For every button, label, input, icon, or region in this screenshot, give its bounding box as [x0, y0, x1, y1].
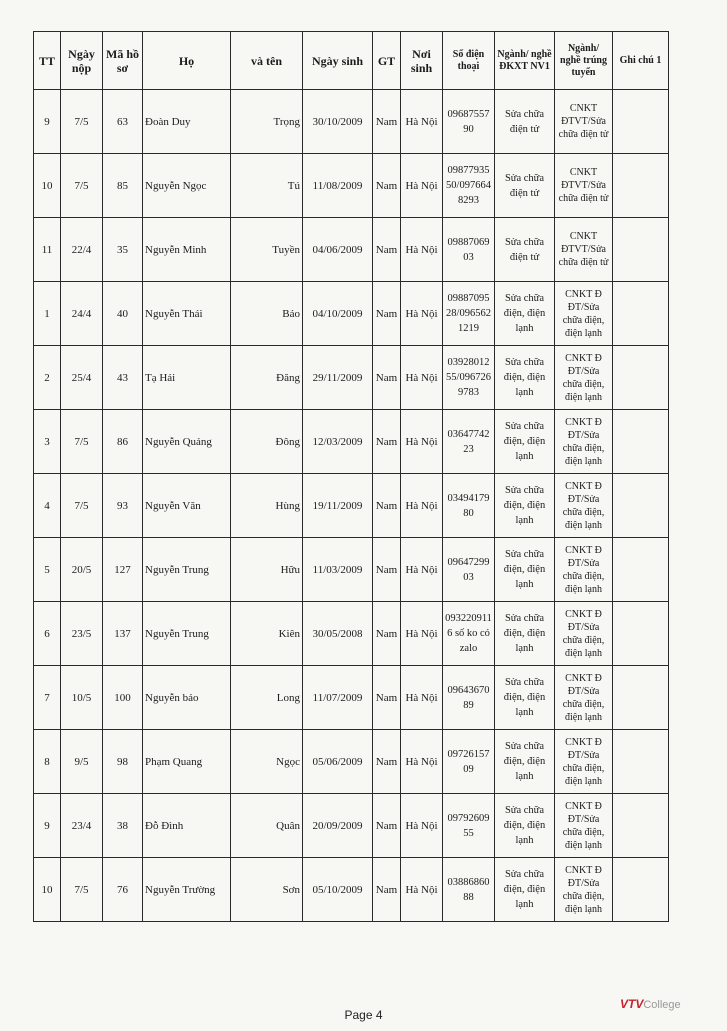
cell-so-dien-thoai: 0392801255/0967269783 [443, 346, 495, 410]
cell-nganh-trung-tuyen: CNKT ĐTVT/Sửa chữa điện tử [555, 218, 613, 282]
cell-ho: Nguyễn Quảng [143, 410, 231, 474]
cell-ten: Trọng [231, 90, 303, 154]
cell-ghi-chu [613, 90, 669, 154]
cell-tt: 8 [34, 730, 61, 794]
cell-ten: Tuyền [231, 218, 303, 282]
cell-gt: Nam [373, 410, 401, 474]
cell-tt: 1 [34, 282, 61, 346]
cell-ten: Long [231, 666, 303, 730]
cell-nganh-trung-tuyen: CNKT Đ ĐT/Sửa chữa điện, điện lạnh [555, 858, 613, 922]
cell-noi-sinh: Hà Nội [401, 410, 443, 474]
cell-noi-sinh: Hà Nội [401, 730, 443, 794]
cell-tt: 9 [34, 90, 61, 154]
cell-nganh-trung-tuyen: CNKT Đ ĐT/Sửa chữa điện, điện lạnh [555, 602, 613, 666]
cell-noi-sinh: Hà Nội [401, 218, 443, 282]
cell-so-dien-thoai: 0988709528/0965621219 [443, 282, 495, 346]
cell-gt: Nam [373, 794, 401, 858]
cell-nganh-dkxt: Sửa chữa điện, điện lạnh [495, 666, 555, 730]
header-ghi-chu: Ghi chú 1 [613, 32, 669, 90]
cell-so-dien-thoai: 0964729903 [443, 538, 495, 602]
cell-ngay-sinh: 04/10/2009 [303, 282, 373, 346]
cell-ghi-chu [613, 730, 669, 794]
header-tt: TT [34, 32, 61, 90]
cell-ma-ho-so: 86 [103, 410, 143, 474]
cell-gt: Nam [373, 666, 401, 730]
cell-nganh-trung-tuyen: CNKT Đ ĐT/Sửa chữa điện, điện lạnh [555, 346, 613, 410]
cell-ngay-nop: 9/5 [61, 730, 103, 794]
cell-ho: Nguyễn bảo [143, 666, 231, 730]
cell-nganh-trung-tuyen: CNKT Đ ĐT/Sửa chữa điện, điện lạnh [555, 410, 613, 474]
cell-ngay-sinh: 11/08/2009 [303, 154, 373, 218]
cell-ten: Bảo [231, 282, 303, 346]
cell-tt: 7 [34, 666, 61, 730]
cell-so-dien-thoai: 0972615709 [443, 730, 495, 794]
cell-ghi-chu [613, 666, 669, 730]
cell-nganh-dkxt: Sửa chữa điện, điện lạnh [495, 602, 555, 666]
cell-ngay-sinh: 20/09/2009 [303, 794, 373, 858]
cell-ho: Phạm Quang [143, 730, 231, 794]
cell-nganh-dkxt: Sửa chữa điện, điện lạnh [495, 282, 555, 346]
table-row [34, 666, 669, 730]
table-row [34, 858, 669, 922]
cell-ngay-sinh: 30/05/2008 [303, 602, 373, 666]
cell-ten: Quân [231, 794, 303, 858]
cell-ten: Sơn [231, 858, 303, 922]
cell-so-dien-thoai: 0988706903 [443, 218, 495, 282]
cell-tt: 11 [34, 218, 61, 282]
cell-noi-sinh: Hà Nội [401, 474, 443, 538]
cell-noi-sinh: Hà Nội [401, 154, 443, 218]
cell-tt: 4 [34, 474, 61, 538]
cell-gt: Nam [373, 858, 401, 922]
cell-noi-sinh: Hà Nội [401, 90, 443, 154]
table-row [34, 410, 669, 474]
cell-ngay-sinh: 11/07/2009 [303, 666, 373, 730]
cell-nganh-dkxt: Sửa chữa điện, điện lạnh [495, 794, 555, 858]
cell-gt: Nam [373, 538, 401, 602]
cell-ten: Đông [231, 410, 303, 474]
cell-nganh-trung-tuyen: CNKT ĐTVT/Sửa chữa điện tử [555, 154, 613, 218]
cell-ghi-chu [613, 218, 669, 282]
header-va-ten: và tên [231, 32, 303, 90]
cell-so-dien-thoai: 0964367089 [443, 666, 495, 730]
page-number: Page 4 [344, 1008, 383, 1022]
cell-ngay-nop: 25/4 [61, 346, 103, 410]
header-gt: GT [373, 32, 401, 90]
cell-nganh-dkxt: Sửa chữa điện tử [495, 90, 555, 154]
cell-ngay-sinh: 11/03/2009 [303, 538, 373, 602]
cell-ngay-nop: 22/4 [61, 218, 103, 282]
cell-ngay-sinh: 04/06/2009 [303, 218, 373, 282]
cell-noi-sinh: Hà Nội [401, 666, 443, 730]
cell-ten: Kiên [231, 602, 303, 666]
header-ma-ho-so: Mã hồ sơ [103, 32, 143, 90]
cell-noi-sinh: Hà Nội [401, 346, 443, 410]
cell-ngay-nop: 7/5 [61, 474, 103, 538]
table-body [34, 90, 669, 922]
cell-ghi-chu [613, 538, 669, 602]
cell-ten: Hữu [231, 538, 303, 602]
cell-ho: Nguyễn Trường [143, 858, 231, 922]
cell-gt: Nam [373, 218, 401, 282]
cell-ma-ho-so: 43 [103, 346, 143, 410]
cell-gt: Nam [373, 346, 401, 410]
cell-nganh-trung-tuyen: CNKT Đ ĐT/Sửa chữa điện, điện lạnh [555, 730, 613, 794]
cell-ho: Nguyễn Minh [143, 218, 231, 282]
cell-ngay-sinh: 05/06/2009 [303, 730, 373, 794]
header-nganh-trung-tuyen: Ngành/ nghề trúng tuyển [555, 32, 613, 90]
table-row [34, 154, 669, 218]
cell-noi-sinh: Hà Nội [401, 602, 443, 666]
header-ngay-nop: Ngày nộp [61, 32, 103, 90]
cell-ngay-nop: 23/4 [61, 794, 103, 858]
cell-nganh-dkxt: Sửa chữa điện tử [495, 218, 555, 282]
cell-ngay-nop: 7/5 [61, 154, 103, 218]
cell-ten: Đăng [231, 346, 303, 410]
cell-ma-ho-so: 98 [103, 730, 143, 794]
cell-so-dien-thoai: 0987793550/0976648293 [443, 154, 495, 218]
header-noi-sinh: Nơi sinh [401, 32, 443, 90]
cell-so-dien-thoai: 0349417980 [443, 474, 495, 538]
cell-ghi-chu [613, 794, 669, 858]
header-ho: Họ [143, 32, 231, 90]
cell-noi-sinh: Hà Nội [401, 794, 443, 858]
cell-gt: Nam [373, 602, 401, 666]
cell-ngay-nop: 23/5 [61, 602, 103, 666]
logo-text-college: College [643, 999, 681, 1011]
cell-ho: Đoàn Duy [143, 90, 231, 154]
header-so-dien-thoai: Số điện thoại [443, 32, 495, 90]
vtv-college-logo [620, 997, 681, 1011]
cell-ten: Ngọc [231, 730, 303, 794]
cell-tt: 6 [34, 602, 61, 666]
cell-gt: Nam [373, 154, 401, 218]
table-row [34, 218, 669, 282]
cell-ten: Tú [231, 154, 303, 218]
cell-ho: Nguyễn Thái [143, 282, 231, 346]
cell-ho: Nguyễn Ngọc [143, 154, 231, 218]
cell-ngay-nop: 7/5 [61, 858, 103, 922]
cell-ghi-chu [613, 602, 669, 666]
admission-table [33, 31, 669, 922]
table-row [34, 730, 669, 794]
cell-nganh-dkxt: Sửa chữa điện, điện lạnh [495, 858, 555, 922]
cell-tt: 2 [34, 346, 61, 410]
cell-nganh-trung-tuyen: CNKT Đ ĐT/Sửa chữa điện, điện lạnh [555, 282, 613, 346]
cell-nganh-trung-tuyen: CNKT Đ ĐT/Sửa chữa điện, điện lạnh [555, 666, 613, 730]
cell-ma-ho-so: 40 [103, 282, 143, 346]
cell-ghi-chu [613, 282, 669, 346]
cell-ma-ho-so: 127 [103, 538, 143, 602]
cell-nganh-dkxt: Sửa chữa điện tử [495, 154, 555, 218]
cell-nganh-trung-tuyen: CNKT ĐTVT/Sửa chữa điện tử [555, 90, 613, 154]
cell-nganh-trung-tuyen: CNKT Đ ĐT/Sửa chữa điện, điện lạnh [555, 474, 613, 538]
cell-ho: Tạ Hải [143, 346, 231, 410]
table-row [34, 346, 669, 410]
cell-ngay-nop: 7/5 [61, 410, 103, 474]
cell-gt: Nam [373, 474, 401, 538]
cell-ngay-sinh: 19/11/2009 [303, 474, 373, 538]
cell-ho: Đỗ Đình [143, 794, 231, 858]
logo-text-vtv: VTV [620, 997, 644, 1011]
cell-ghi-chu [613, 410, 669, 474]
cell-noi-sinh: Hà Nội [401, 282, 443, 346]
cell-ngay-nop: 20/5 [61, 538, 103, 602]
header-nganh-dkxt: Ngành/ nghề ĐKXT NV1 [495, 32, 555, 90]
cell-ngay-nop: 24/4 [61, 282, 103, 346]
cell-so-dien-thoai: 0968755790 [443, 90, 495, 154]
cell-ma-ho-so: 85 [103, 154, 143, 218]
cell-noi-sinh: Hà Nội [401, 858, 443, 922]
cell-so-dien-thoai: 0364774223 [443, 410, 495, 474]
cell-ma-ho-so: 35 [103, 218, 143, 282]
cell-tt: 5 [34, 538, 61, 602]
cell-ma-ho-so: 63 [103, 90, 143, 154]
cell-noi-sinh: Hà Nội [401, 538, 443, 602]
cell-nganh-dkxt: Sửa chữa điện, điện lạnh [495, 474, 555, 538]
cell-gt: Nam [373, 282, 401, 346]
cell-so-dien-thoai: 0932209116 số ko có zalo [443, 602, 495, 666]
cell-ghi-chu [613, 858, 669, 922]
table-row [34, 602, 669, 666]
cell-nganh-dkxt: Sửa chữa điện, điện lạnh [495, 730, 555, 794]
cell-ngay-sinh: 29/11/2009 [303, 346, 373, 410]
cell-gt: Nam [373, 730, 401, 794]
cell-gt: Nam [373, 90, 401, 154]
cell-ghi-chu [613, 474, 669, 538]
cell-tt: 10 [34, 858, 61, 922]
table-row [34, 282, 669, 346]
cell-nganh-trung-tuyen: CNKT Đ ĐT/Sửa chữa điện, điện lạnh [555, 538, 613, 602]
cell-ho: Nguyễn Trung [143, 602, 231, 666]
cell-ma-ho-so: 38 [103, 794, 143, 858]
cell-ngay-sinh: 05/10/2009 [303, 858, 373, 922]
cell-ghi-chu [613, 346, 669, 410]
header-ngay-sinh: Ngày sinh [303, 32, 373, 90]
cell-ngay-sinh: 12/03/2009 [303, 410, 373, 474]
table-row [34, 538, 669, 602]
cell-so-dien-thoai: 0388686088 [443, 858, 495, 922]
cell-so-dien-thoai: 0979260955 [443, 794, 495, 858]
cell-ho: Nguyễn Trung [143, 538, 231, 602]
cell-ngay-sinh: 30/10/2009 [303, 90, 373, 154]
cell-ma-ho-so: 100 [103, 666, 143, 730]
cell-ngay-nop: 7/5 [61, 90, 103, 154]
cell-tt: 10 [34, 154, 61, 218]
cell-nganh-dkxt: Sửa chữa điện, điện lạnh [495, 538, 555, 602]
header-row [34, 32, 669, 90]
cell-ghi-chu [613, 154, 669, 218]
cell-ten: Hùng [231, 474, 303, 538]
cell-ma-ho-so: 137 [103, 602, 143, 666]
table-row [34, 474, 669, 538]
table-row [34, 90, 669, 154]
cell-tt: 3 [34, 410, 61, 474]
cell-ma-ho-so: 93 [103, 474, 143, 538]
cell-ho: Nguyễn Văn [143, 474, 231, 538]
table-row [34, 794, 669, 858]
cell-tt: 9 [34, 794, 61, 858]
cell-nganh-dkxt: Sửa chữa điện, điện lạnh [495, 410, 555, 474]
cell-nganh-dkxt: Sửa chữa điện, điện lạnh [495, 346, 555, 410]
cell-ma-ho-so: 76 [103, 858, 143, 922]
cell-ngay-nop: 10/5 [61, 666, 103, 730]
cell-nganh-trung-tuyen: CNKT Đ ĐT/Sửa chữa điện, điện lạnh [555, 794, 613, 858]
